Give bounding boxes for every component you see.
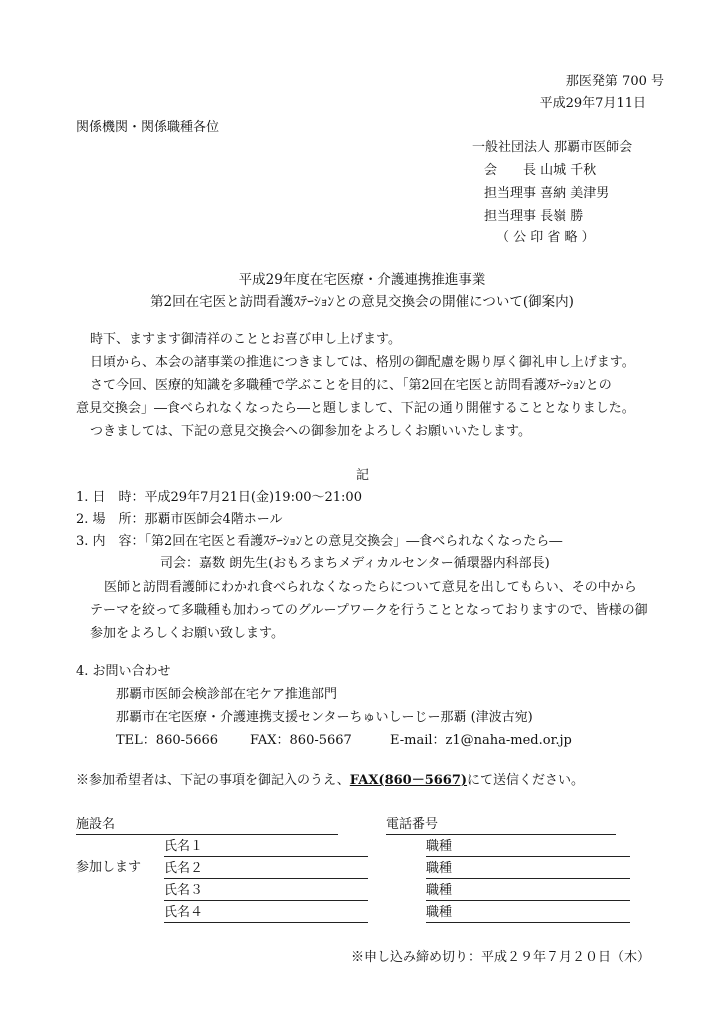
application-deadline: ※申し込み締め切り：平成２９年７月２０日（木） [350, 950, 650, 965]
sender-director-2: 担当理事 長嶺 勝 [484, 209, 584, 224]
fax-notice [76, 773, 584, 789]
purpose-paragraph-line-2: 意見交換会」―食べられなくなったら―と題しまして、下記の通り開催することとなりました。 [76, 401, 635, 416]
item-datetime: 1. 日 時：平成29年7月21日(金)19:00～21:00 [76, 490, 362, 505]
participant-name-2-underline [164, 878, 368, 879]
fax-notice-post: にて送信ください。 [467, 773, 585, 788]
item-moderator: 司会：嘉数 朗先生(おもろまちメディカルセンター循環器内科部長) [160, 556, 550, 571]
participant-name-2-label: 氏名２ [164, 861, 204, 876]
facility-label: 施設名 [76, 817, 116, 832]
content-description-line-1: 医師と訪問看護師にわかれ食べられなくなったらについて意見を出してもらい、その中から [104, 580, 637, 595]
participant-name-1-label: 氏名１ [164, 839, 204, 854]
fax-number: FAX(860－5667) [349, 773, 468, 788]
item-venue: 2. 場 所：那覇市医師会4階ホール [76, 512, 283, 527]
contact-department: 那覇市医師会検診部在宅ケア推進部門 [116, 687, 338, 702]
document-number: 那医発第 700 号 [565, 74, 664, 89]
participant-job-4-label: 職種 [426, 905, 453, 920]
participant-job-3-underline [426, 900, 630, 901]
addressee: 関係機関・関係職種各位 [76, 120, 220, 135]
contact-center: 那覇市在宅医療・介護連携支援センターちゅいしーじー那覇 (津波古宛) [116, 710, 533, 725]
phone-label: 電話番号 [386, 817, 439, 832]
sender-director-1: 担当理事 喜納 美津男 [484, 186, 610, 201]
participant-job-1-label: 職種 [426, 839, 453, 854]
title-line-1: 平成29年度在宅医療・介護連携推進事業 [238, 272, 486, 288]
thanks-paragraph: 日頃から、本会の諸事業の推進につきましては、格別の御配慮を賜り厚く御礼申し上げます。 [90, 355, 635, 370]
contact-tel: TEL：860-5666 [116, 733, 219, 748]
seal-omitted-note: （ 公 印 省 略 ） [496, 230, 595, 245]
item-content: 3. 内 容：「第2回在宅医と看護ｽﾃｰｼｮﾝとの意見交換会」―食べられなくなったら― [76, 534, 563, 549]
participant-name-4-underline [164, 922, 368, 923]
record-heading: 記 [356, 468, 370, 483]
contact-email: E-mail：z1@naha-med.or.jp [390, 733, 572, 748]
facility-underline [76, 834, 338, 835]
participant-job-1-underline [426, 856, 630, 857]
participate-label: 参加します [76, 860, 142, 875]
title-line-2: 第2回在宅医と訪問看護ｽﾃｰｼｮﾝとの意見交換会の開催について(御案内) [150, 294, 574, 310]
participant-job-2-label: 職種 [426, 861, 453, 876]
contact-fax: FAX：860-5667 [250, 733, 352, 748]
participant-name-3-label: 氏名３ [164, 883, 204, 898]
issue-date: 平成29年7月11日 [539, 96, 646, 111]
phone-underline [386, 834, 616, 835]
participant-name-4-label: 氏名４ [164, 905, 204, 920]
greeting-paragraph: 時下、ますます御清祥のこととお喜び申し上げます。 [90, 332, 401, 347]
purpose-paragraph-line-1: さて今回、医療的知識を多職種で学ぶことを目的に、「第2回在宅医と訪問看護ｽﾃｰｼｮﾝとの [90, 378, 612, 393]
fax-notice-pre: ※参加希望者は、下記の事項を御記入のうえ、 [76, 773, 350, 788]
contact-heading: 4. お問い合わせ [76, 664, 171, 679]
request-paragraph: つきましては、下記の意見交換会への御参加をよろしくお願いいたします。 [90, 424, 531, 439]
participant-job-3-label: 職種 [426, 883, 453, 898]
participant-name-3-underline [164, 900, 368, 901]
sender-president: 会 長 山城 千秋 [484, 163, 597, 178]
sender-org: 一般社団法人 那覇市医師会 [472, 140, 633, 155]
content-description-line-3: 参加をよろしくお願い致します。 [90, 626, 284, 641]
content-description-line-2: テーマを絞って多職種も加わってのグループワークを行うこととなっておりますので、皆様の御 [90, 603, 648, 618]
participant-job-2-underline [426, 878, 630, 879]
participant-job-4-underline [426, 922, 630, 923]
participant-name-1-underline [164, 856, 368, 857]
